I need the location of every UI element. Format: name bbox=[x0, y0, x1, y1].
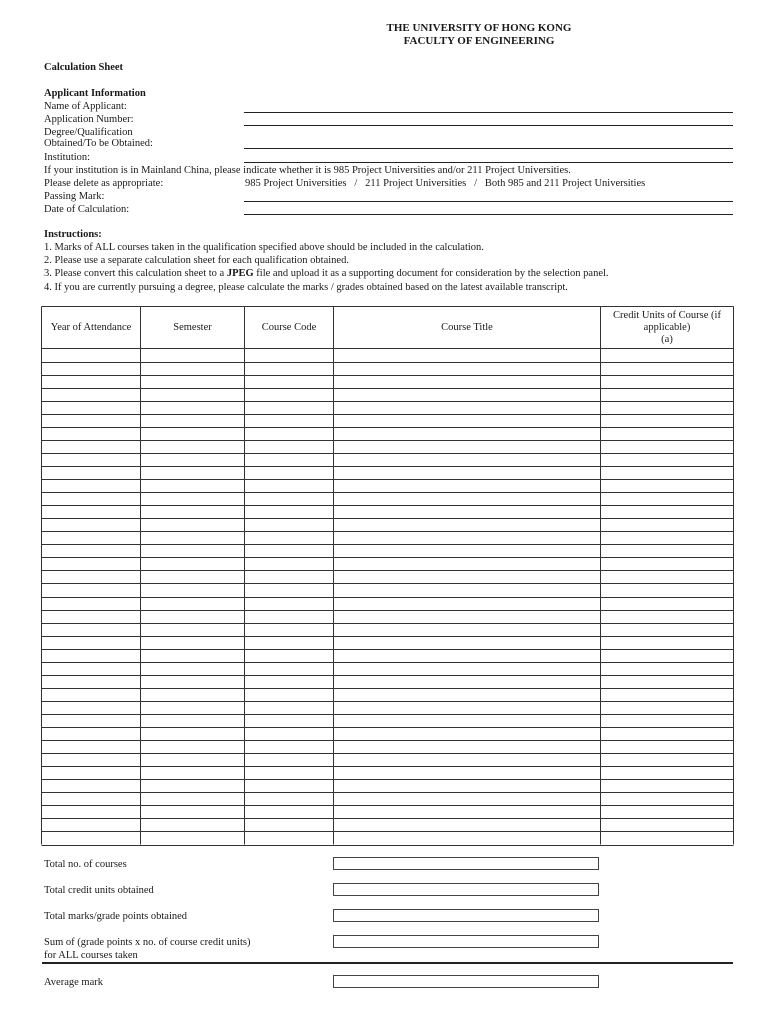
col-header-code: Course Code bbox=[261, 322, 317, 333]
col-header-semester: Semester bbox=[173, 322, 212, 333]
delete-label: Please delete as appropriate: bbox=[44, 178, 164, 189]
instruction-3-post: file and upload it as a supporting document for consideration by the selection panel. bbox=[253, 268, 609, 279]
sheet-title: Calculation Sheet bbox=[44, 62, 124, 73]
total-credit-input[interactable] bbox=[333, 883, 599, 896]
faculty-title: FACULTY OF ENGINEERING bbox=[403, 35, 555, 47]
degree-label: Degree/Qualification bbox=[44, 127, 133, 138]
mainland-note: If your institution is in Mainland China, please indicate whether it is 985 Project Universities and/or 211 Project Universities. bbox=[44, 165, 571, 176]
instruction-3-jpeg: JPEG bbox=[226, 268, 254, 279]
average-mark-input[interactable] bbox=[333, 975, 599, 988]
sum-label: Sum of (grade points x no. of course credit units) bbox=[44, 937, 251, 948]
col-header-credit bbox=[601, 310, 733, 346]
col-header-title: Course Title bbox=[441, 322, 493, 333]
col-header-year: Year of Attendance bbox=[50, 322, 132, 333]
total-credit-label: Total credit units obtained bbox=[44, 885, 154, 896]
col-header-credit-line3: (a) bbox=[661, 334, 673, 345]
instruction-4: 4. If you are currently pursuing a degree, please calculate the marks / grades obtained based on the latest available transcript. bbox=[44, 282, 568, 293]
instruction-1: 1. Marks of ALL courses taken in the qualification specified above should be included in the calculation. bbox=[44, 242, 484, 253]
sum-input[interactable] bbox=[333, 935, 599, 948]
col-header-credit-line1: Credit Units of Course (if bbox=[613, 310, 721, 321]
total-marks-input[interactable] bbox=[333, 909, 599, 922]
instruction-3-pre: 3. Please convert this calculation sheet to a bbox=[44, 268, 227, 279]
date-label: Date of Calculation: bbox=[44, 204, 130, 215]
university-title: THE UNIVERSITY OF HONG KONG bbox=[386, 22, 572, 34]
application-number-label: Application Number: bbox=[44, 114, 134, 125]
total-marks-label: Total marks/grade points obtained bbox=[44, 911, 188, 922]
col-header-credit-line2: applicable) bbox=[643, 322, 691, 333]
passing-mark-label: Passing Mark: bbox=[44, 191, 105, 202]
total-courses-input[interactable] bbox=[333, 857, 599, 870]
sum-label-2: for ALL courses taken bbox=[44, 950, 138, 961]
total-courses-label: Total no. of courses bbox=[44, 859, 127, 870]
name-label: Name of Applicant: bbox=[44, 101, 127, 112]
instructions-heading: Instructions: bbox=[44, 229, 102, 240]
instruction-2: 2. Please use a separate calculation sheet for each qualification obtained. bbox=[44, 255, 349, 266]
average-mark-label: Average mark bbox=[44, 977, 103, 988]
university-type-options[interactable]: 985 Project Universities / 211 Project Universities / Both 985 and 211 Project Universities bbox=[245, 178, 646, 189]
degree-label-2: Obtained/To be Obtained: bbox=[44, 138, 153, 149]
summary-divider bbox=[42, 962, 733, 964]
institution-label: Institution: bbox=[44, 152, 91, 163]
applicant-info-heading: Applicant Information bbox=[44, 88, 146, 99]
